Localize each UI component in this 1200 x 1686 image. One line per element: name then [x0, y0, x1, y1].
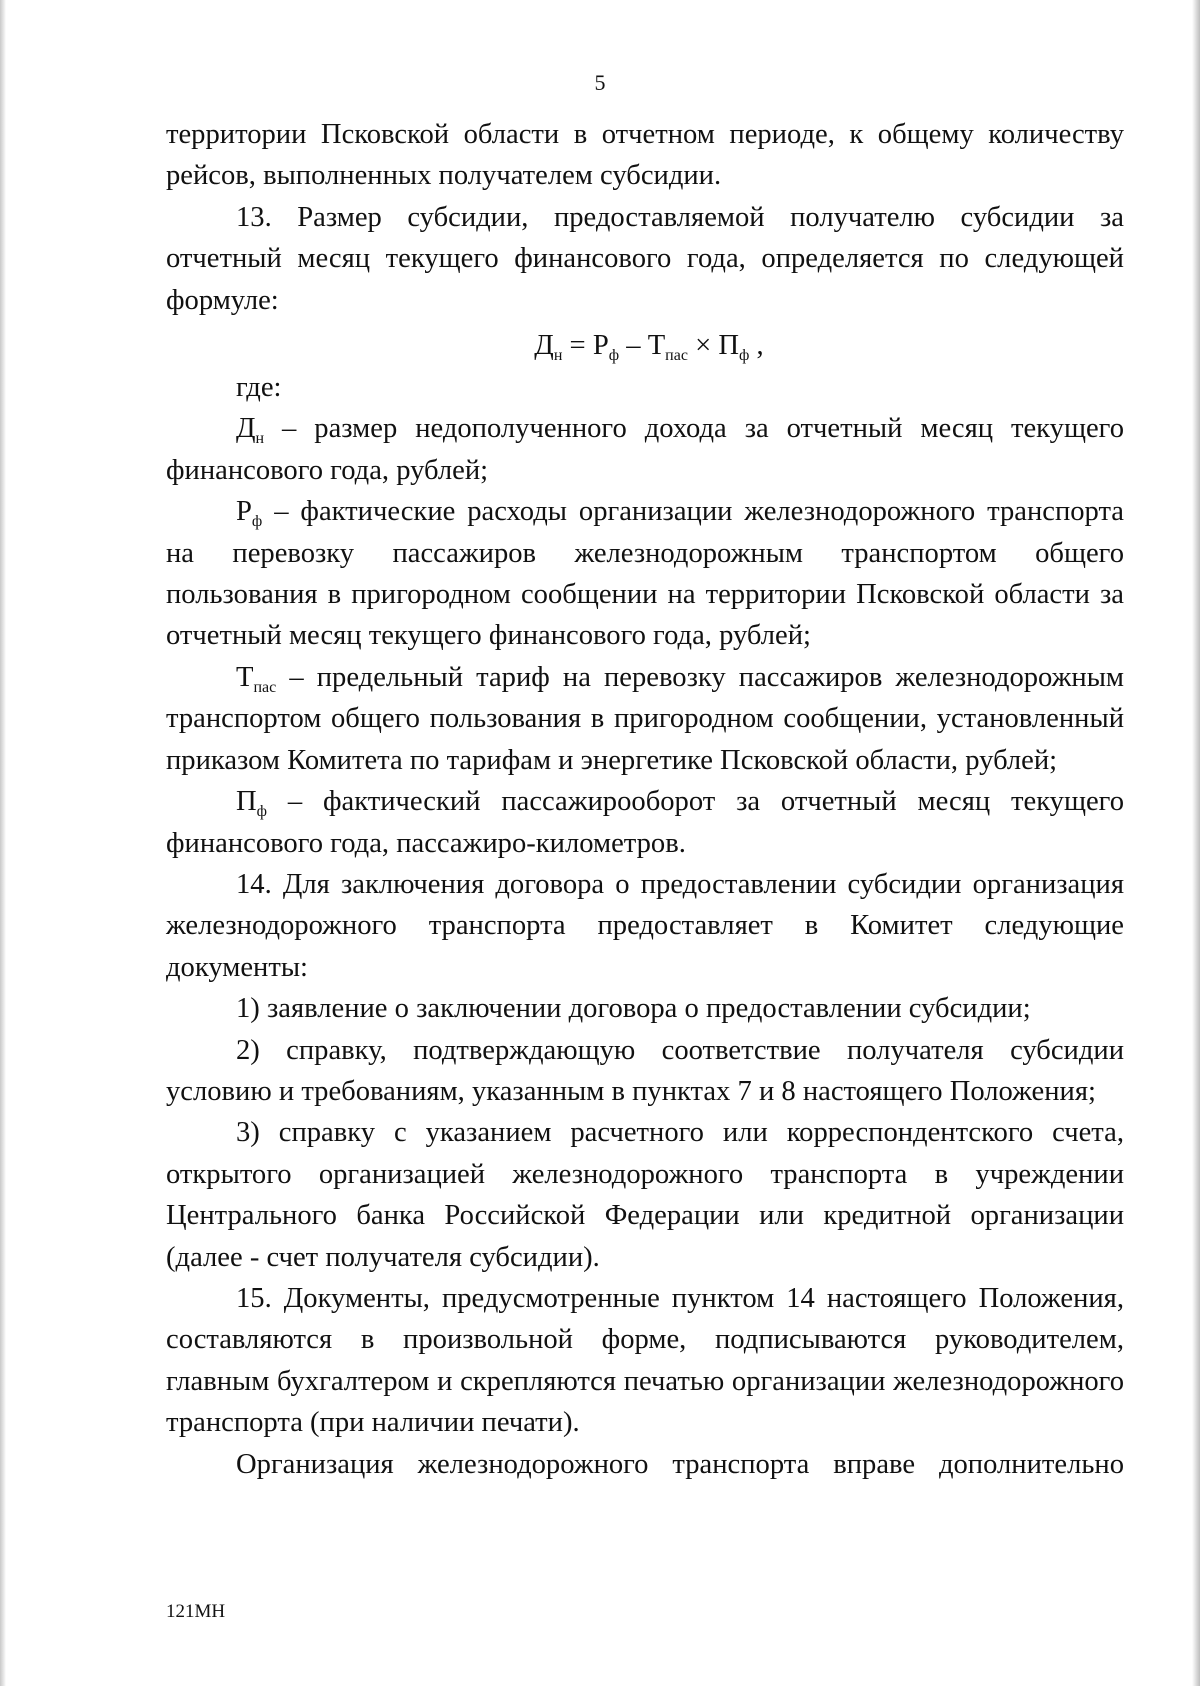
- formula-symbol-dn: $Д_н$: [534, 330, 563, 365]
- paragraph-14: 14. Для заключения договора о предоставлении субсидии организация железнодорожного транспорта предоставляет в Комитет следующие документы:: [166, 868, 1124, 983]
- paragraph-13: 13. Размер субсидии, предоставляемой получателю субсидии за отчетный месяц текущего финансового года, определяется по следующей формуле:: [166, 201, 1124, 316]
- where-label: где:: [236, 372, 282, 404]
- document-body: [166, 114, 1124, 1485]
- formula: $Д_н = Р_ф - Т_{пас} \times П_ф$ ,: [534, 330, 764, 365]
- formula-symbol-tpas: $Т_{пас}$: [647, 330, 688, 365]
- document-code: 121МН: [166, 1601, 226, 1622]
- page-number: 5: [594, 70, 606, 95]
- formula-symbol-rf: $Р_ф$: [592, 330, 620, 365]
- definition-tpas: $Т_{пас}$ – предельный тариф на перевозку пассажиров железнодорожным транспортом общего пользования в пригородном сообщении, установленный приказом Комитета по тарифам и энергетике Псковской области, рублей;: [166, 661, 1124, 776]
- definition-dn: $Д_н$ – размер недополученного дохода за отчетный месяц текущего финансового года, рублей;: [166, 413, 1124, 486]
- scan-edge-left: [0, 0, 6, 1686]
- definition-pf: $П_ф$ – фактический пассажирооборот за отчетный месяц текущего финансового года, пассажиро-километров.: [166, 786, 1124, 859]
- paragraph-15: 15. Документы, предусмотренные пунктом 14 настоящего Положения, составляются в произвольной форме, подписываются руководителем, главным бухгалтером и скрепляются печатью организации железнодорожного транспорта (при наличии печати).: [166, 1282, 1124, 1439]
- definition-rf: $Р_ф$ – фактические расходы организации железнодорожного транспорта на перевозку пассажиров железнодорожным транспортом общего пользования в пригородном сообщении на территории Псковской области за отчетный месяц текущего финансового года, рублей;: [166, 496, 1124, 652]
- scan-edge-right: [1192, 0, 1200, 1686]
- list-item-3: 3) справку с указанием расчетного или корреспондентского счета, открытого организацией железнодорожного транспорта в учреждении Центрального банка Российской Федерации или кредитной организации (далее - счет получателя субсидии).: [166, 1117, 1124, 1273]
- list-item-2: 2) справку, подтверждающую соответствие получателя субсидии условию и требованиям, указанным в пунктах 7 и 8 настоящего Положения;: [166, 1034, 1124, 1107]
- formula-symbol-pf: $П_ф$: [718, 330, 750, 365]
- paragraph-last: Организация железнодорожного транспорта вправе дополнительно: [236, 1448, 1124, 1480]
- paragraph-continuation: территории Псковской области в отчетном периоде, к общему количеству рейсов, выполненных получателем субсидии.: [166, 119, 1124, 192]
- list-item-1: 1) заявление о заключении договора о предоставлении субсидии;: [236, 993, 1031, 1025]
